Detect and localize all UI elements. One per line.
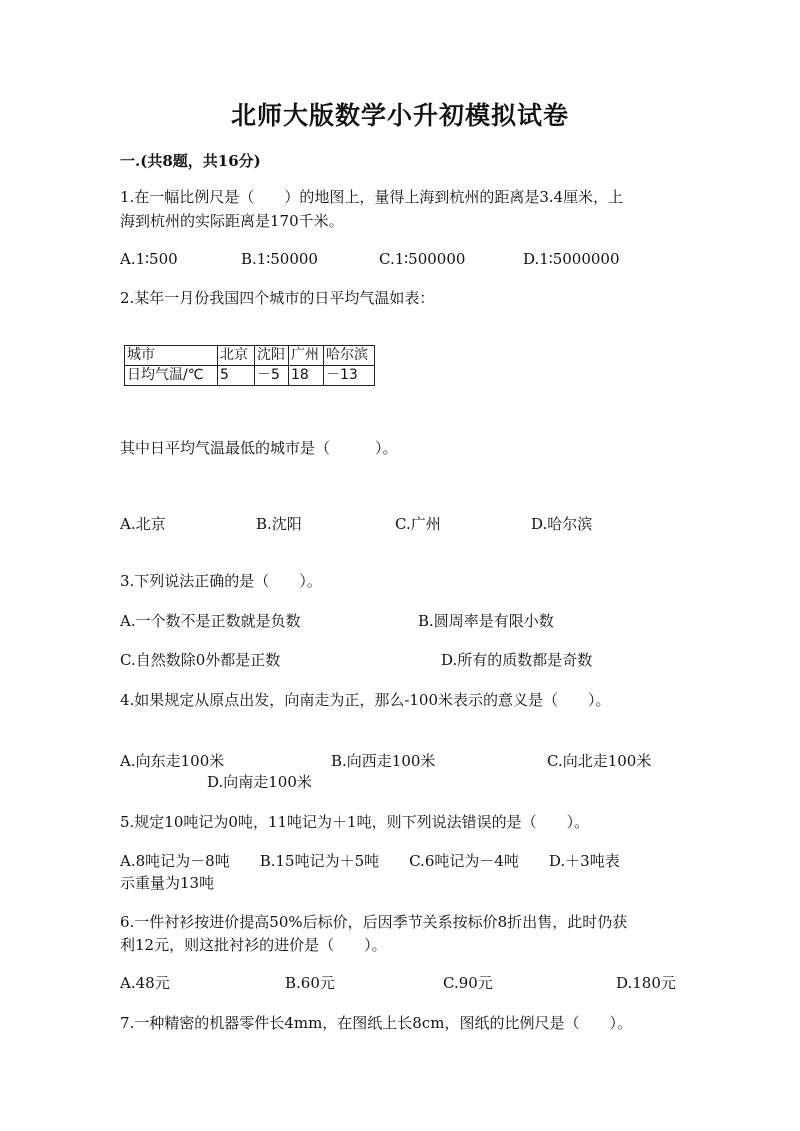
table-header-row	[125, 346, 375, 366]
q1-option-b: B.1∶50000	[241, 250, 318, 268]
q3-option-a: A.一个数不是正数就是负数	[120, 612, 301, 630]
q7-stem: 7.一种精密的机器零件长4mm，在图纸上长8cm，图纸的比例尺是（ ）。	[120, 1014, 632, 1032]
section-header: 一.(共8题，共16分)	[120, 152, 261, 170]
table-cell: 哈尔滨	[324, 346, 375, 366]
q3-option-c: C.自然数除0外都是正数	[120, 651, 281, 669]
table-cell: －13	[324, 366, 375, 386]
q2-stem: 2.某年一月份我国四个城市的日平均气温如表：	[120, 289, 435, 307]
q1-option-a: A.1∶500	[120, 250, 178, 268]
table-cell: 城市	[125, 346, 218, 366]
q2-option-c: C.广州	[395, 515, 441, 533]
q1-option-c: C.1∶500000	[379, 250, 466, 268]
q6-stem-line1: 6.一件衬衫按进价提高50%后标价，后因季节关系按标价8折出售，此时仍获	[120, 913, 628, 931]
q2-option-b: B.沈阳	[256, 515, 302, 533]
table-cell: 18	[289, 366, 324, 386]
q6-option-a: A.48元	[120, 974, 170, 992]
q5-stem: 5.规定10吨记为0吨，11吨记为＋1吨，则下列说法错误的是（ ）。	[120, 813, 590, 831]
table-row	[125, 366, 375, 386]
q2-option-a: A.北京	[120, 515, 166, 533]
table-cell: 广州	[289, 346, 324, 366]
q4-option-a: A.向东走100米	[120, 752, 225, 770]
q4-option-c: C.向北走100米	[547, 752, 652, 770]
table-cell: 北京	[218, 346, 255, 366]
q5-options-line2: 示重量为13吨	[120, 874, 215, 892]
q3-stem: 3.下列说法正确的是（ ）。	[120, 572, 322, 590]
q6-stem-line2: 利12元，则这批衬衫的进价是（ ）。	[120, 936, 387, 954]
q1-stem-line1: 1.在一幅比例尺是（ ）的地图上，量得上海到杭州的距离是3.4厘米，上	[120, 188, 624, 206]
q4-option-d: D.向南走100米	[207, 773, 312, 791]
q4-stem: 4.如果规定从原点出发，向南走为正，那么-100米表示的意义是（ ）。	[120, 691, 611, 709]
temperature-table	[124, 345, 375, 386]
q2-option-d: D.哈尔滨	[531, 515, 593, 533]
page-title: 北师大版数学小升初模拟试卷	[230, 101, 569, 130]
q6-option-b: B.60元	[285, 974, 335, 992]
q6-option-d: D.180元	[616, 974, 676, 992]
table-cell: 沈阳	[255, 346, 289, 366]
q1-stem-line2: 海到杭州的实际距离是170千米。	[120, 212, 344, 230]
table-cell: 5	[218, 366, 255, 386]
q3-option-b: B.圆周率是有限小数	[418, 612, 554, 630]
table-cell: －5	[255, 366, 289, 386]
q6-option-c: C.90元	[443, 974, 493, 992]
q4-option-b: B.向西走100米	[331, 752, 436, 770]
q2-question: 其中日平均气温最低的城市是（ ）。	[120, 439, 398, 457]
table-cell: 日均气温/℃	[125, 366, 218, 386]
q3-option-d: D.所有的质数都是奇数	[441, 651, 593, 669]
q1-option-d: D.1∶5000000	[523, 250, 620, 268]
q5-options-line1: A.8吨记为－8吨 B.15吨记为＋5吨 C.6吨记为－4吨 D.＋3吨表	[120, 852, 620, 870]
